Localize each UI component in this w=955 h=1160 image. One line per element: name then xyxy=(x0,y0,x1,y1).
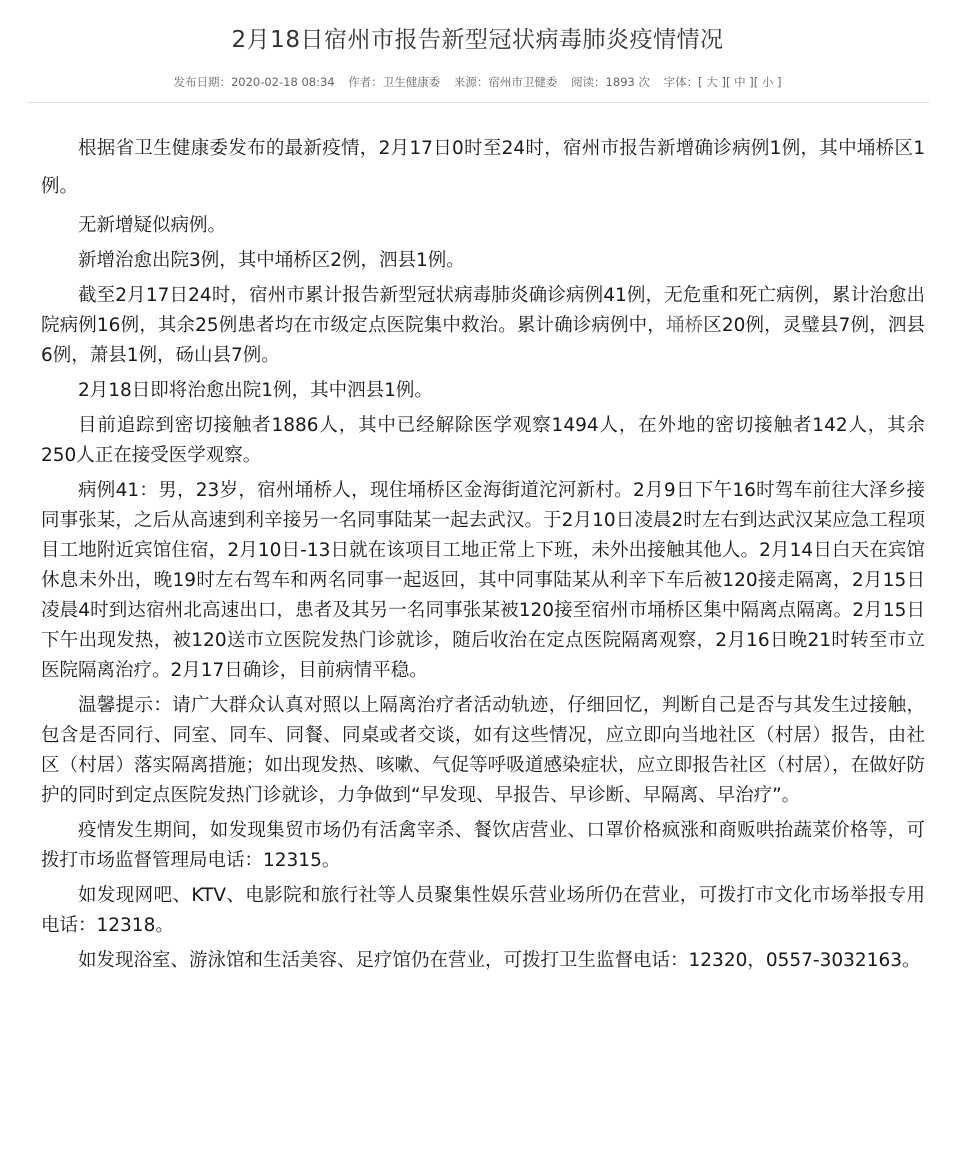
paragraph-close-contacts: 目前追踪到密切接触者1886人，其中已经解除医学观察1494人，在外地的密切接触者142人，其余250人正在接受医学观察。 xyxy=(41,415,925,466)
font-large-link[interactable]: [ 大 ] xyxy=(698,75,726,89)
source: 来源：宿州市卫健委 xyxy=(453,75,558,89)
author: 作者：卫生健康委 xyxy=(348,75,441,89)
paragraph-case-41: 病例41：男，23岁，宿州埇桥人，现住埇桥区金海街道沱河新村。2月9日下午16时驾车前往大泽乡接同事张某，之后从高速到利辛接另一名同事陆某一起去武汉。于2月10日凌晨2时左右到达武汉某应急工程项目工地附近宾馆住宿，2月10日-13日就在该项目工地正常上下班，未外出接触其他人。2月14日白天在宾馆休息未外出，晚19时左右驾车和两名同事一起返回，其中同事陆某从利辛下车后被120接走隔离，2月15日凌晨4时到达宿州北高速出口，患者及其另一名同事张某被120接至宿州市埇桥区集中隔离点隔离。2月15日下午出现发热，被120送市立医院发热门诊就诊，随后收治在定点医院隔离观察，2月16日晚21时转至市立医院隔离治疗。2月17日确诊，目前病情平稳。 xyxy=(41,480,925,681)
publish-date: 发布日期：2020-02-18 08:34 xyxy=(173,75,335,89)
font-size-control xyxy=(664,75,782,89)
paragraph-warm-reminder: 温馨提示：请广大群众认真对照以上隔离治疗者活动轨迹，仔细回忆，判断自己是否与其发生过接触，包含是否同行、同室、同车、同餐、同桌或者交谈，如有这些情况，应立即向当地社区（村居）报告，由社区（村居）落实隔离措施；如出现发热、咳嗽、气促等呼吸道感染症状，应立即报告社区（村居），在做好防护的同时到定点医院发热门诊就诊，力争做到“早发现、早报告、早诊断、早隔离、早治疗”。 xyxy=(41,695,925,806)
paragraph-market-hotline: 疫情发生期间，如发现集贸市场仍有活禽宰杀、餐饮店营业、口罩价格疯涨和商贩哄抬蔬菜价格等，可拨打市场监督管理局电话：12315。 xyxy=(41,820,925,871)
paragraph-health-hotline: 如发现浴室、游泳馆和生活美容、足疗馆仍在营业，可拨打卫生监督电话：12320，0557-3032163。 xyxy=(78,950,921,971)
article-meta xyxy=(0,72,955,92)
paragraph-new-cases: 根据省卫生健康委发布的最新疫情，2月17日0时至24时，宿州市报告新增确诊病例1例，其中埇桥区1例。 xyxy=(41,138,925,197)
paragraph-cumulative xyxy=(41,281,925,371)
paragraph-no-suspected: 无新增疑似病例。 xyxy=(78,215,227,236)
font-small-link[interactable]: [ 小 ] xyxy=(753,75,782,89)
font-medium-link[interactable]: [ 中 ] xyxy=(725,75,754,89)
font-size-label: 字体： xyxy=(663,75,699,89)
view-count: 阅读：1893 次 xyxy=(571,75,650,89)
article-body xyxy=(41,130,925,981)
paragraph-upcoming-discharge: 2月18日即将治愈出院1例，其中泗县1例。 xyxy=(78,380,433,401)
cumulative-text-after: 区20例，灵璧县7例，泗县6例，萧县1例，砀山县7例。 xyxy=(41,315,925,366)
paragraph-culture-hotline: 如发现网吧、KTV、电影院和旅行社等人员聚集性娱乐营业场所仍在营业，可拨打市文化市场举报专用电话：12318。 xyxy=(41,885,925,936)
place-link-yongqiao[interactable]: 埇桥 xyxy=(665,315,704,336)
article-title: 2月18日宿州市报告新型冠状病毒肺炎疫情情况 xyxy=(231,27,724,53)
title-divider xyxy=(27,102,929,103)
article xyxy=(0,0,955,103)
paragraph-new-recovered: 新增治愈出院3例，其中埇桥区2例，泗县1例。 xyxy=(78,250,465,271)
cumulative-text: 截至2月17日24时，宿州市累计报告新型冠状病毒肺炎确诊病例41例，无危重和死亡病例，累计治愈出院病例16例，其余25例患者均在市级定点医院集中救治。累计确诊病例中， xyxy=(41,285,925,336)
